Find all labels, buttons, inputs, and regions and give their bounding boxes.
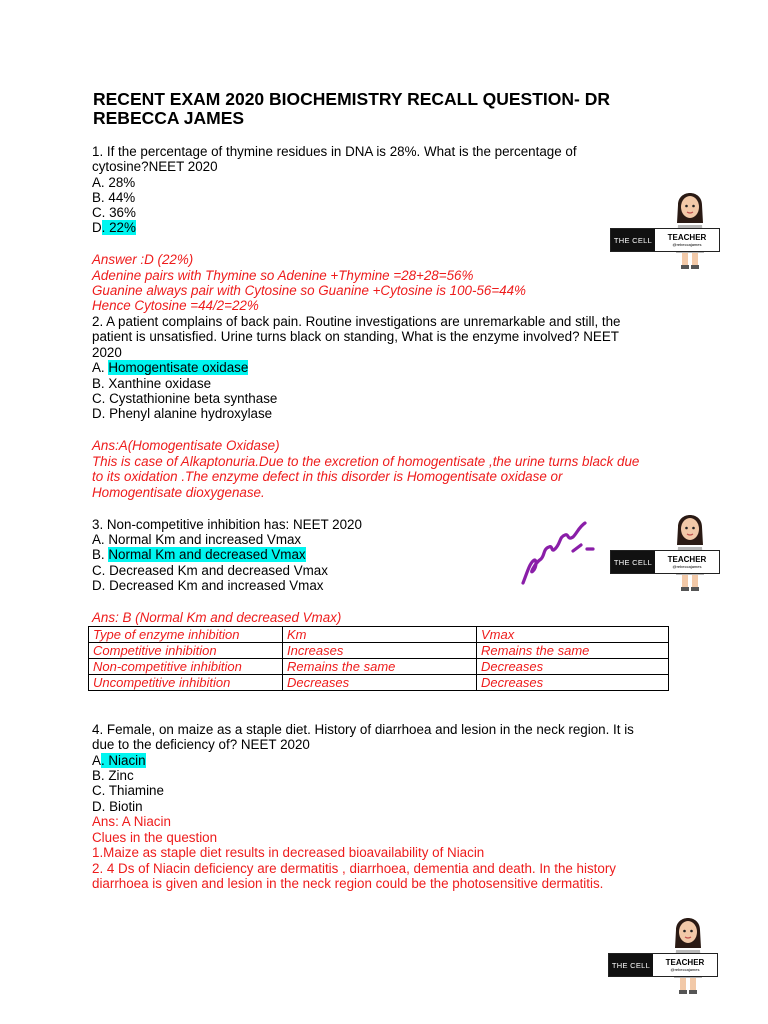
q3-answer: Ans: B (Normal Km and decreased Vmax) xyxy=(92,610,342,625)
table-cell: Type of enzyme inhibition xyxy=(89,627,283,643)
cell-teacher-logo xyxy=(610,505,720,595)
table-row xyxy=(89,675,669,691)
q4-clue-2a: 2. 4 Ds of Niacin deficiency are dermatitis , diarrhoea, dementia and death. In the history xyxy=(92,861,617,876)
q1-answer: Answer :D (22%) xyxy=(92,252,194,267)
table-row xyxy=(89,643,669,659)
table-row xyxy=(89,659,669,675)
cell-teacher-logo xyxy=(610,183,720,273)
table-cell: Vmax xyxy=(477,627,669,643)
q1-option-d xyxy=(92,220,136,235)
q4-option-c: C. Thiamine xyxy=(92,783,164,798)
table-cell: Competitive inhibition xyxy=(89,643,283,659)
q1-option-d-highlight: . 22% xyxy=(101,220,136,235)
q2-explanation-3: Homogentisate dioxygenase. xyxy=(92,485,265,500)
q2-option-c: C. Cystathionine beta synthase xyxy=(92,391,278,406)
q1-explanation-3: Hence Cytosine =44/2=22% xyxy=(92,298,259,313)
table-row xyxy=(89,627,669,643)
q3-option-b xyxy=(92,547,306,562)
q4-option-a xyxy=(92,753,146,768)
logo-banner xyxy=(610,550,720,574)
page-title xyxy=(93,90,673,128)
q3-option-d: D. Decreased Km and increased Vmax xyxy=(92,578,324,593)
table-cell: Km xyxy=(283,627,477,643)
q3-option-c: C. Decreased Km and decreased Vmax xyxy=(92,563,328,578)
q1-explanation-1: Adenine pairs with Thymine so Adenine +Thymine =28+28=56% xyxy=(92,268,474,283)
logo-right-text: TEACHER xyxy=(665,958,705,967)
table-cell: Decreases xyxy=(477,659,669,675)
q2-option-b: B. Xanthine oxidase xyxy=(92,376,212,391)
table-cell: Remains the same xyxy=(477,643,669,659)
q3-stem: 3. Non-competitive inhibition has: NEET 2020 xyxy=(92,517,362,532)
logo-handle: @rebeccajames xyxy=(672,564,702,569)
q4-option-a-highlight: . Niacin xyxy=(100,753,146,768)
logo-banner xyxy=(610,228,720,252)
q2-option-a-prefix: A. xyxy=(92,360,109,375)
table-cell: Non-competitive inhibition xyxy=(89,659,283,675)
logo-left-text: THE CELL xyxy=(611,551,655,573)
cell-teacher-logo xyxy=(608,908,718,998)
title-line-2: REBECCA JAMES xyxy=(93,108,245,128)
q4-clue-2b: diarrhoea is given and lesion in the neck region could be the photosensitive dermatitis. xyxy=(92,876,604,891)
q4-answer: Ans: A Niacin xyxy=(92,814,171,829)
q3-option-a: A. Normal Km and increased Vmax xyxy=(92,532,302,547)
title-line-1: RECENT EXAM 2020 BIOCHEMISTRY RECALL QUESTION- DR xyxy=(93,89,610,109)
q2-explanation-2: to its oxidation .The enzyme defect in this disorder is Homogentisate oxidase or xyxy=(92,469,563,484)
q2-option-d: D. Phenyl alanine hydroxylase xyxy=(92,406,273,421)
signature-image xyxy=(515,515,600,590)
q1-explanation-2: Guanine always pair with Cytosine so Guanine +Cytosine is 100-56=44% xyxy=(92,283,526,298)
q4-stem-line1: 4. Female, on maize as a staple diet. History of diarrhoea and lesion in the neck region. It is xyxy=(92,722,634,737)
inhibition-table xyxy=(88,626,669,691)
q4-option-a-prefix: A xyxy=(92,753,101,768)
logo-left-text: THE CELL xyxy=(609,954,653,976)
q3-option-b-prefix: B. xyxy=(92,547,109,562)
q1-option-a: A. 28% xyxy=(92,175,136,190)
q4-stem-line2: due to the deficiency of? NEET 2020 xyxy=(92,737,310,752)
logo-right-text: TEACHER xyxy=(667,233,707,242)
table-cell: Increases xyxy=(283,643,477,659)
logo-handle: @rebeccajames xyxy=(672,242,702,247)
q2-stem-line1: 2. A patient complains of back pain. Routine investigations are unremarkable and still, the xyxy=(92,314,621,329)
q2-stem-line3: 2020 xyxy=(92,345,122,360)
table-cell: Remains the same xyxy=(283,659,477,675)
q1-stem-line1: 1. If the percentage of thymine residues in DNA is 28%. What is the percentage of xyxy=(92,144,577,159)
table-cell: Decreases xyxy=(283,675,477,691)
q1-option-b: B. 44% xyxy=(92,190,136,205)
q2-option-a-highlight: Homogentisate oxidase xyxy=(108,360,249,375)
q2-answer: Ans:A(Homogentisate Oxidase) xyxy=(92,438,280,453)
q1-option-c: C. 36% xyxy=(92,205,136,220)
logo-banner xyxy=(608,953,718,977)
q1-stem-line2: cytosine?NEET 2020 xyxy=(92,159,218,174)
logo-handle: @rebeccajames xyxy=(670,967,700,972)
q1-option-d-prefix: D xyxy=(92,220,102,235)
table-cell: Uncompetitive inhibition xyxy=(89,675,283,691)
q4-clue-heading: Clues in the question xyxy=(92,830,218,845)
logo-left-text: THE CELL xyxy=(611,229,655,251)
q3-option-b-highlight: Normal Km and decreased Vmax xyxy=(108,547,306,562)
q4-option-b: B. Zinc xyxy=(92,768,134,783)
logo-right-text: TEACHER xyxy=(667,555,707,564)
q2-option-a xyxy=(92,360,248,375)
q2-explanation-1: This is case of Alkaptonuria.Due to the excretion of homogentisate ,the urine turns black due xyxy=(92,454,640,469)
table-cell: Decreases xyxy=(477,675,669,691)
q4-clue-1: 1.Maize as staple diet results in decreased bioavailability of Niacin xyxy=(92,845,485,860)
q2-stem-line2: patient is unsatisfied. Urine turns black on standing, What is the enzyme involved? NEET xyxy=(92,329,619,344)
q4-option-d: D. Biotin xyxy=(92,799,143,814)
